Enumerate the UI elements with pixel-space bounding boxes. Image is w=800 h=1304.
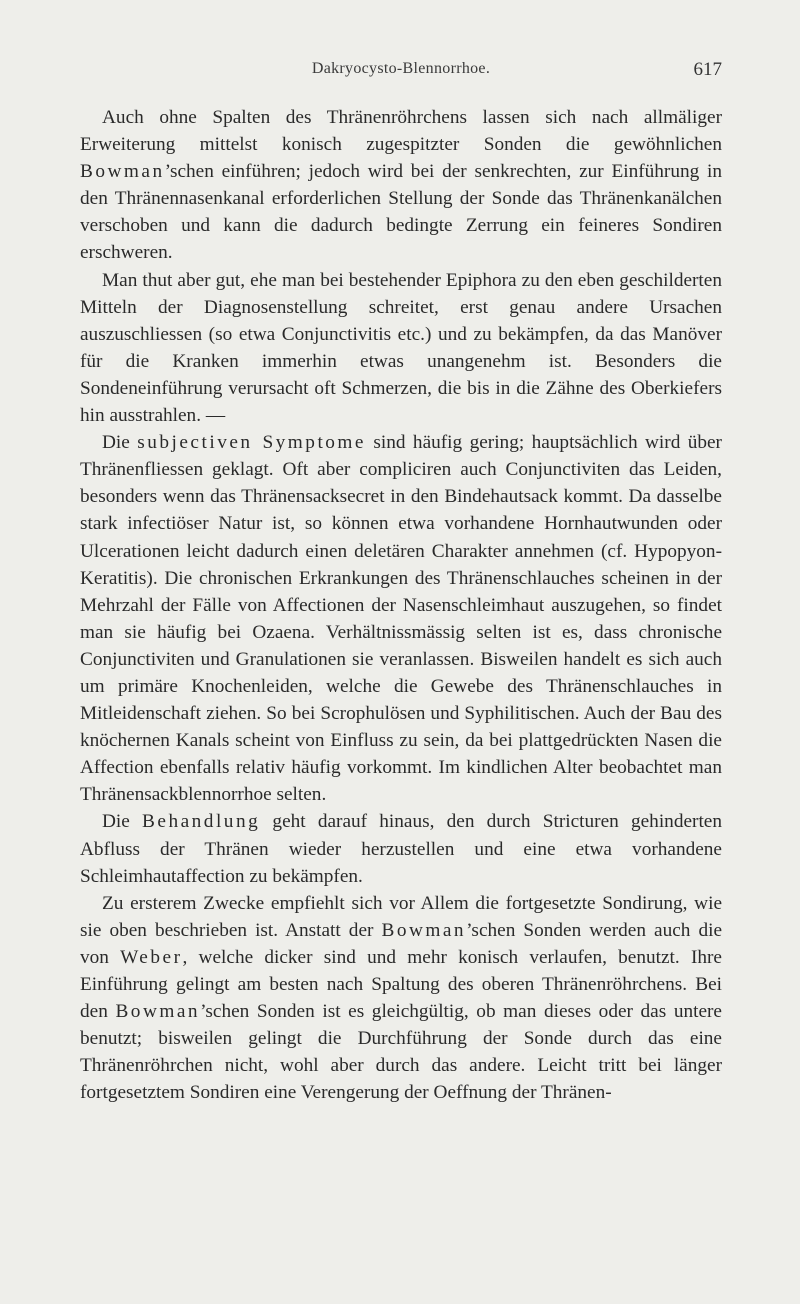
body-text	[80, 104, 722, 1106]
text-run: sind häufig gering; hauptsächlich wird über Thränenfliessen geklagt. Oft aber compliciren auch Conjunctiviten das Leiden, besonders wenn das Thränensacksecret in den Bindehautsack kommt. Da dasselbe stark infectiöser Natur ist, so können etwa vorhandene Hornhautwunden oder Ulcerationen leicht dadurch einen deletären Charakter annehmen (cf. Hypopyon-Keratitis). Die chronischen Erkrankungen des Thränenschlauches scheinen in der Mehrzahl der Fälle von Affectionen der Nasenschleimhaut auszugehen, so findet man sie häufig bei Ozaena. Verhältnissmässig selten ist es, dass chronische Conjunctiviten und Granulationen sie veranlassen. Bisweilen handelt es sich auch um primäre Knochenleiden, welche die Gewebe des Thränenschlauches in Mitleidenschaft ziehen. So bei Scrophulösen und Syphilitischen. Auch der Bau des knöchernen Kanals scheint von Einfluss zu sein, da bei plattgedrückten Nasen die Affection ebenfalls relativ häufig vorkommt. Im kindlichen Alter beobachtet man Thränensackblennorrhoe selten.	[80, 432, 722, 806]
spaced-emphasis: Bowman	[381, 919, 467, 941]
page-number: 617	[693, 59, 722, 80]
spaced-emphasis: Weber	[120, 946, 183, 968]
paragraph	[80, 104, 722, 267]
page-header	[80, 60, 722, 86]
paragraph	[80, 808, 722, 889]
paragraph	[80, 890, 722, 1107]
text-run: Die	[102, 811, 143, 833]
text-run: ’schen Sonden werden auch die von	[80, 919, 722, 968]
spaced-emphasis: subjectiven Symptome	[137, 432, 366, 454]
text-run: ’schen einführen; jedoch wird bei der senkrechten, zur Einführung in den Thränennasenkanal erforderlichen Stellung der Sonde das Thränenkanälchen verschoben und kann die dadurch bedingte Zerrung ein feineres Sondiren erschweren.	[80, 161, 722, 264]
text-run: geht darauf hinaus, den durch Stricturen gehinderten Abfluss der Thränen wieder herzustellen und eine etwa vorhandene Schleimhautaffection zu bekämpfen.	[80, 811, 722, 887]
text-run: Zu ersterem Zwecke empfiehlt sich vor Allem die fortgesetzte Sondirung, wie sie oben beschrieben ist. Anstatt der	[80, 892, 722, 941]
text-run: ’schen Sonden ist es gleichgültig, ob man dieses oder das untere benutzt; bisweilen gelingt die Durchführung der Sonde durch das eine Thränenröhrchen nicht, wohl aber durch das andere. Leicht tritt bei länger fortgesetztem Sondiren eine Verengerung der Oeffnung der Thränen-	[80, 1001, 722, 1104]
running-title: Dakryocysto-Blennorrhoe.	[311, 60, 491, 77]
text-run: Die	[102, 432, 138, 454]
paragraph	[80, 429, 722, 808]
spaced-emphasis: Behandlung	[142, 811, 261, 833]
text-run: Man thut aber gut, ehe man bei bestehender Epiphora zu den eben geschilderten Mitteln der Diagnosenstellung schreitet, erst genau andere Ursachen auszuschliessen (so etwa Conjunctivitis etc.) und zu bekämpfen, da das Manöver für die Kranken immerhin etwas unangenehm ist. Besonders die Sondeneinführung verursacht oft Schmerzen, die bis in die Zähne des Oberkiefers hin ausstrahlen. —	[80, 269, 722, 427]
text-run: Auch ohne Spalten des Thränenröhrchens lassen sich nach allmäliger Erweiterung mittelst konisch zugespitzter Sonden die gewöhnlichen	[80, 107, 722, 156]
text-run: , welche dicker sind und mehr konisch verlaufen, benutzt. Ihre Einführung gelingt am besten nach Spaltung des oberen Thränenröhrchens. Bei den	[80, 946, 722, 1023]
spaced-emphasis: Bowman	[115, 1001, 201, 1023]
spaced-emphasis: Bowman	[80, 161, 165, 183]
paragraph	[80, 267, 722, 430]
